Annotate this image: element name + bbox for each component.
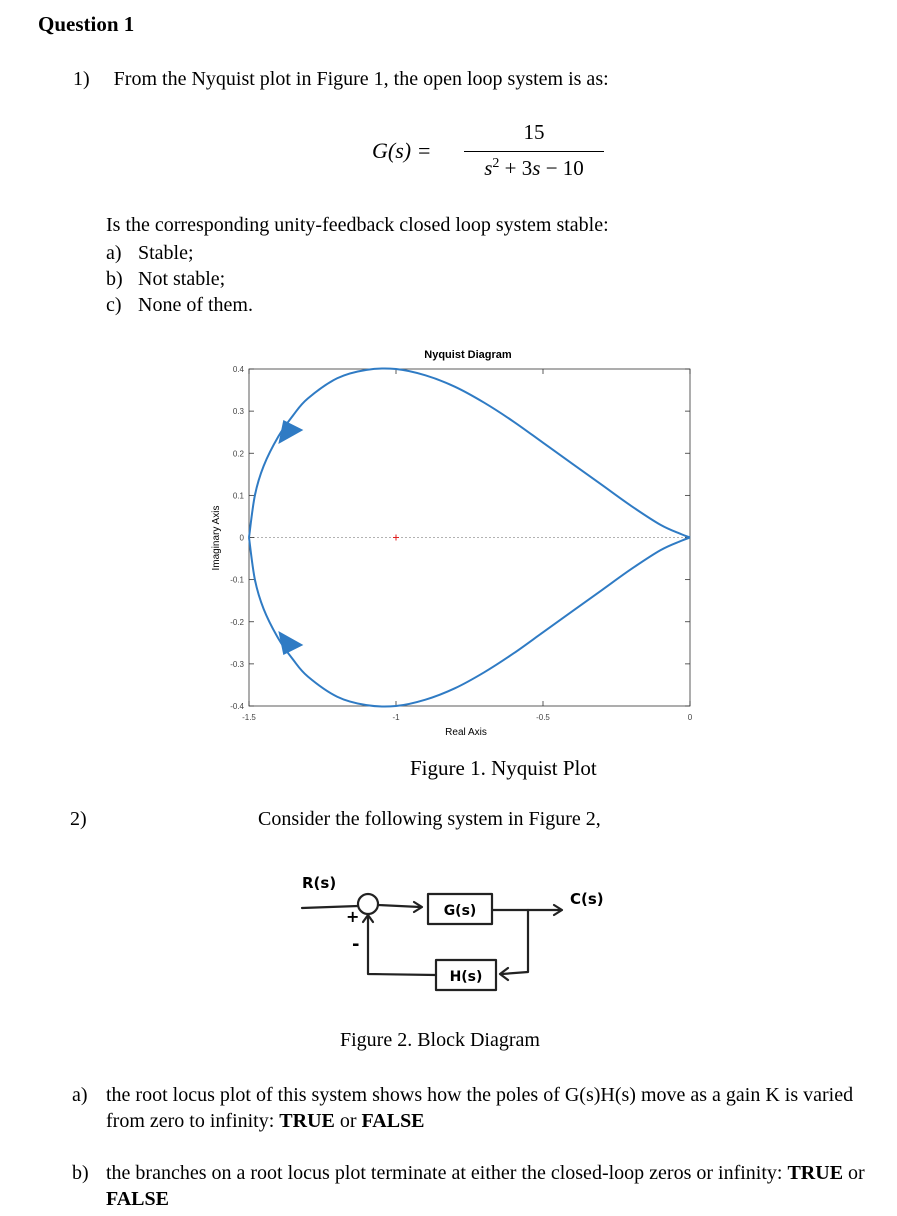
nyquist-curve-lower [249, 538, 690, 707]
question-1-number: 1) [73, 68, 90, 90]
den-var-2: s [532, 156, 541, 180]
option-c-text: None of them. [138, 294, 253, 316]
y-tick-label: -0.3 [230, 659, 244, 669]
output-label: C(s) [570, 890, 604, 908]
part-a-text: the root locus plot of this system shows how the poles of G(s)H(s) move as a gain K is varied from zero to infinity: [106, 1084, 854, 1132]
pickoff-line [502, 910, 528, 974]
den-var-1: s [484, 156, 493, 180]
x-tick-label: -1 [392, 713, 400, 722]
part-b-or: or [843, 1162, 865, 1184]
question-1-stem: Is the corresponding unity-feedback closed loop system stable: [106, 214, 609, 236]
part-a-false: FALSE [361, 1110, 425, 1132]
part-a-or: or [334, 1110, 362, 1132]
junction-to-g-line [378, 905, 420, 907]
question-heading: Question 1 [38, 12, 135, 36]
figure-1-caption: Figure 1. Nyquist Plot [410, 756, 597, 780]
part-b-label: b) [72, 1162, 89, 1184]
y-tick-label: 0.1 [232, 491, 244, 501]
formula-numerator: 15 [523, 120, 545, 144]
option-a-label: a) [106, 242, 122, 264]
part-b-false: FALSE [106, 1188, 169, 1210]
option-a-text: Stable; [138, 242, 194, 264]
plus-sign: + [346, 907, 360, 926]
part-a [72, 1082, 872, 1134]
h-block-label: H(s) [449, 969, 483, 985]
part-b-true: TRUE [787, 1162, 844, 1184]
x-tick-label: -0.5 [536, 713, 550, 722]
question-2-intro: Consider the following system in Figure 2, [258, 808, 601, 830]
option-c-label: c) [106, 294, 122, 316]
part-b-text: the branches on a root locus plot terminate at either the closed-loop zeros or infinity: [106, 1162, 788, 1184]
chart-title: Nyquist Diagram [424, 349, 512, 361]
part-a-true: TRUE [279, 1110, 335, 1132]
minus-sign: - [352, 934, 360, 955]
input-label: R(s) [302, 874, 337, 892]
y-tick-label: -0.4 [230, 702, 244, 711]
question-1-text: From the Nyquist plot in Figure 1, the open loop system is as: [113, 68, 609, 90]
option-b-label: b) [106, 268, 123, 290]
y-tick-label: 0 [239, 533, 244, 543]
feedback-line [368, 916, 436, 975]
summing-junction [358, 894, 378, 914]
den-term-3: − 10 [540, 156, 584, 180]
g-block-label: G(s) [443, 903, 477, 919]
nyquist-curve-upper [249, 368, 690, 537]
question-2-number: 2) [70, 808, 87, 830]
y-tick-label: 0.3 [232, 407, 244, 417]
option-b-text: Not stable; [138, 268, 226, 290]
y-tick-label: -0.2 [230, 617, 244, 627]
y-axis-label: Imaginary Axis [211, 505, 222, 571]
y-tick-label: 0.4 [232, 365, 244, 374]
formula-lhs: G(s) = [372, 138, 432, 163]
figure-2-caption: Figure 2. Block Diagram [340, 1029, 540, 1051]
block-diagram [280, 860, 640, 1000]
x-tick-label: 0 [687, 713, 693, 722]
direction-arrow-upper [278, 420, 303, 444]
x-axis-label: Real Axis [445, 727, 487, 738]
den-exponent: 2 [492, 156, 500, 171]
part-b [72, 1160, 882, 1212]
y-tick-label: 0.2 [232, 449, 244, 459]
x-tick-label: -1.5 [242, 713, 256, 722]
part-a-label: a) [72, 1084, 88, 1106]
y-tick-label: -0.1 [230, 575, 244, 585]
direction-arrow-lower [278, 631, 303, 655]
den-term-2: + 3 [499, 156, 533, 180]
